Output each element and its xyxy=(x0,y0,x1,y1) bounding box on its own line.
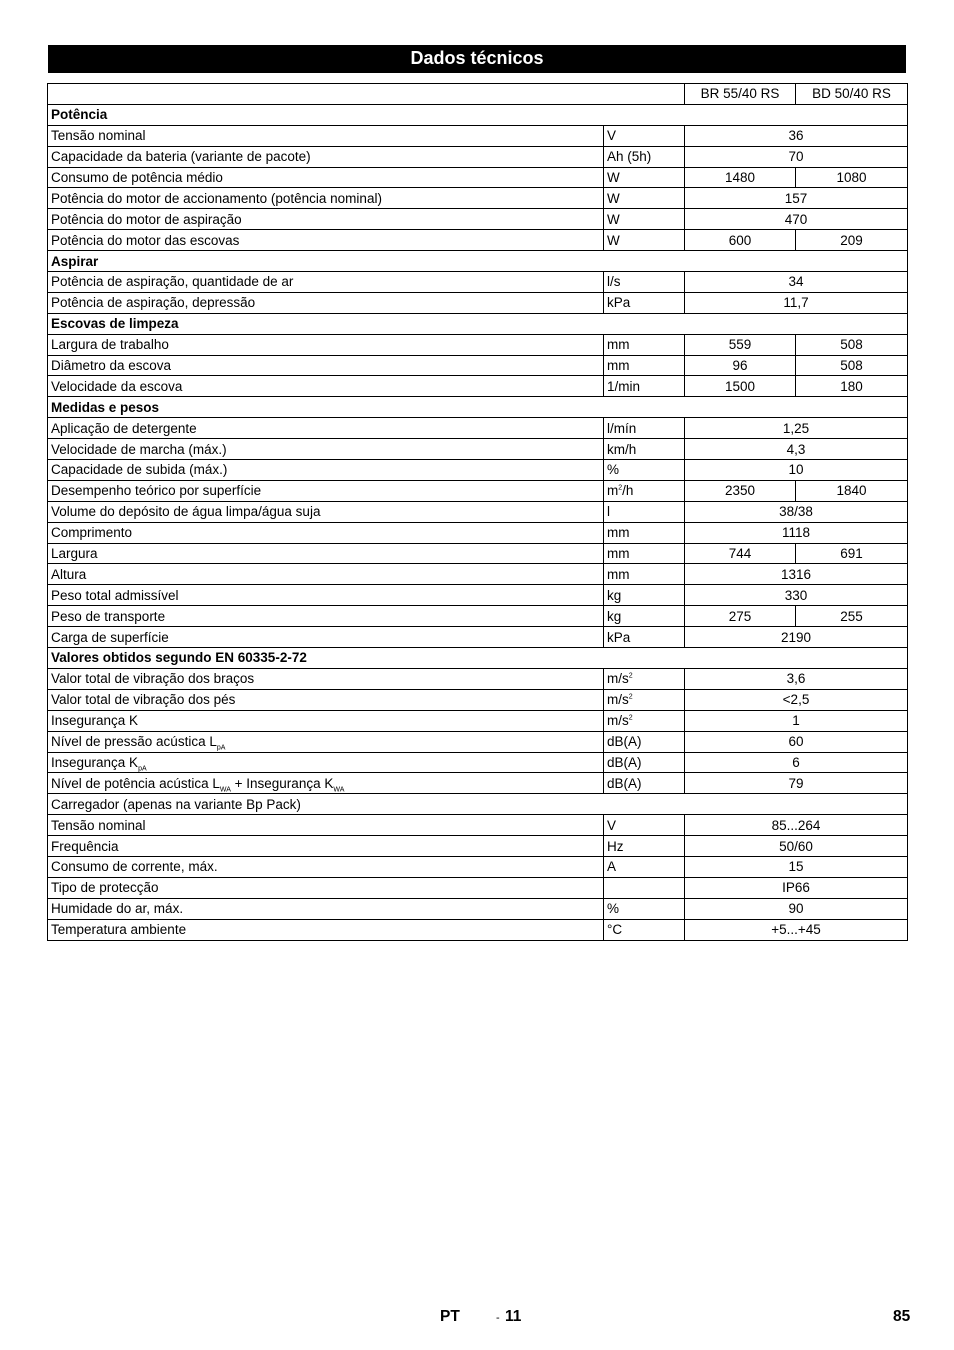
row-label-text: Largura de trabalho xyxy=(51,337,169,353)
table-row xyxy=(48,836,908,857)
unit-text: l/mín xyxy=(607,420,637,436)
table-row xyxy=(48,480,908,501)
row-unit xyxy=(604,480,685,501)
header-blank-cell xyxy=(48,84,685,105)
row-label-text: Largura xyxy=(51,546,98,562)
row-unit xyxy=(604,585,685,606)
section-row xyxy=(48,104,908,125)
unit-text: kg xyxy=(607,608,622,624)
row-label xyxy=(48,334,604,355)
row-label-text: Velocidade de marcha (máx.) xyxy=(51,441,227,457)
row-label-text: Nível de potência acústica L xyxy=(51,775,220,791)
section-heading: Aspirar xyxy=(48,251,908,272)
value-model-a: 2350 xyxy=(685,480,796,501)
table-row xyxy=(48,564,908,585)
footer-section-page: 11 xyxy=(505,1308,522,1325)
table-row xyxy=(48,815,908,836)
row-unit xyxy=(604,439,685,460)
table-row xyxy=(48,334,908,355)
shared-value: 38/38 xyxy=(685,501,908,522)
row-label-text: Carga de superfície xyxy=(51,629,169,645)
unit-text: Ah (5h) xyxy=(607,149,652,165)
row-label-text: Nível de pressão acústica L xyxy=(51,734,217,750)
page-title: Dados técnicos xyxy=(48,45,906,73)
row-label xyxy=(48,773,604,794)
value-model-b: 180 xyxy=(796,376,908,397)
unit-text: mm xyxy=(607,337,630,353)
section-row xyxy=(48,251,908,272)
row-label xyxy=(48,710,604,731)
shared-value: 85...264 xyxy=(685,815,908,836)
unit-text: kg xyxy=(607,587,622,603)
section-heading: Medidas e pesos xyxy=(48,397,908,418)
row-label xyxy=(48,292,604,313)
table-row xyxy=(48,501,908,522)
row-unit xyxy=(604,815,685,836)
unit-text: % xyxy=(607,462,620,478)
unit-text: dB(A) xyxy=(607,734,642,750)
row-unit xyxy=(604,773,685,794)
shared-value: 90 xyxy=(685,898,908,919)
row-label xyxy=(48,836,604,857)
unit-text: dB(A) xyxy=(607,775,642,791)
shared-value: 330 xyxy=(685,585,908,606)
table-row xyxy=(48,689,908,710)
table-row xyxy=(48,292,908,313)
table-row xyxy=(48,146,908,167)
table-row xyxy=(48,752,908,773)
table-row xyxy=(48,439,908,460)
row-label xyxy=(48,585,604,606)
shared-value: <2,5 xyxy=(685,689,908,710)
value-model-a: 96 xyxy=(685,355,796,376)
row-label xyxy=(48,564,604,585)
row-unit xyxy=(604,355,685,376)
unit-text: m/s xyxy=(607,692,629,708)
row-unit xyxy=(604,543,685,564)
footer-dash: - xyxy=(496,1312,500,1324)
table-row xyxy=(48,919,908,940)
row-unit xyxy=(604,146,685,167)
table-header-row xyxy=(48,84,908,105)
row-label-subscript: pA xyxy=(138,765,147,773)
table-row xyxy=(48,606,908,627)
shared-value: IP66 xyxy=(685,877,908,898)
table-row xyxy=(48,627,908,648)
unit-text: A xyxy=(607,859,617,875)
row-label xyxy=(48,188,604,209)
row-label xyxy=(48,209,604,230)
row-unit xyxy=(604,167,685,188)
row-label xyxy=(48,919,604,940)
footer-page-number: 85 xyxy=(893,1308,911,1325)
row-unit xyxy=(604,188,685,209)
unit-text: V xyxy=(607,817,617,833)
row-label-text: Tensão nominal xyxy=(51,817,146,833)
shared-value: 10 xyxy=(685,460,908,481)
row-label xyxy=(48,877,604,898)
row-unit xyxy=(604,376,685,397)
shared-value: 3,6 xyxy=(685,668,908,689)
row-label-text: Insegurança K xyxy=(51,713,139,729)
row-label xyxy=(48,668,604,689)
row-label-text: Temperatura ambiente xyxy=(51,922,187,938)
row-unit xyxy=(604,731,685,752)
row-label-text: Tipo de protecção xyxy=(51,880,159,896)
shared-value: 4,3 xyxy=(685,439,908,460)
row-unit xyxy=(604,752,685,773)
shared-value: 79 xyxy=(685,773,908,794)
row-label-text: Peso total admissível xyxy=(51,587,179,603)
row-label-text: Diâmetro da escova xyxy=(51,358,172,374)
shared-value: 1,25 xyxy=(685,418,908,439)
unit-text: W xyxy=(607,211,620,227)
row-unit xyxy=(604,209,685,230)
unit-text: l xyxy=(607,504,610,520)
row-label-text: Potência de aspiração, quantidade de ar xyxy=(51,274,294,290)
row-unit xyxy=(604,710,685,731)
value-model-a: 600 xyxy=(685,230,796,251)
value-model-a: 1500 xyxy=(685,376,796,397)
value-model-a: 744 xyxy=(685,543,796,564)
table-row xyxy=(48,209,908,230)
row-unit xyxy=(604,606,685,627)
row-label xyxy=(48,146,604,167)
unit-text-suffix: /h xyxy=(622,483,634,499)
value-model-b: 209 xyxy=(796,230,908,251)
row-label-text: Aplicação de detergente xyxy=(51,420,197,436)
row-label xyxy=(48,272,604,293)
table-row xyxy=(48,125,908,146)
row-label-text: Tensão nominal xyxy=(51,128,146,144)
row-label-text: Velocidade da escova xyxy=(51,378,183,394)
table-row xyxy=(48,355,908,376)
row-unit xyxy=(604,460,685,481)
table-row xyxy=(48,856,908,877)
section-row xyxy=(48,313,908,334)
unit-superscript: 2 xyxy=(618,484,623,492)
section-row xyxy=(48,397,908,418)
section-heading: Escovas de limpeza xyxy=(48,313,908,334)
table-row xyxy=(48,773,908,794)
table-row xyxy=(48,543,908,564)
row-label-text: Frequência xyxy=(51,838,119,854)
row-unit xyxy=(604,272,685,293)
row-label xyxy=(48,543,604,564)
value-model-a: 1480 xyxy=(685,167,796,188)
row-label xyxy=(48,689,604,710)
shared-value: 36 xyxy=(685,125,908,146)
row-label-text: Insegurança K xyxy=(51,754,139,770)
unit-text: mm xyxy=(607,358,630,374)
row-label-subscript: pA xyxy=(216,744,226,752)
table-row xyxy=(48,376,908,397)
table-row xyxy=(48,460,908,481)
table-row xyxy=(48,898,908,919)
row-unit xyxy=(604,292,685,313)
section-heading: Valores obtidos segundo EN 60335-2-72 xyxy=(48,648,908,669)
unit-superscript: 2 xyxy=(628,714,633,722)
row-label xyxy=(48,480,604,501)
row-unit xyxy=(604,689,685,710)
row-label-text: Potência do motor de aspiração xyxy=(51,211,242,227)
unit-superscript: 2 xyxy=(628,672,633,680)
row-unit xyxy=(604,877,685,898)
row-unit xyxy=(604,564,685,585)
row-label xyxy=(48,230,604,251)
shared-value: 70 xyxy=(685,146,908,167)
row-label xyxy=(48,418,604,439)
row-label xyxy=(48,501,604,522)
row-label-text: Peso de transporte xyxy=(51,608,166,624)
shared-value: 1118 xyxy=(685,522,908,543)
unit-text: W xyxy=(607,232,620,248)
unit-superscript: 2 xyxy=(628,693,633,701)
row-label xyxy=(48,815,604,836)
shared-value: 50/60 xyxy=(685,836,908,857)
row-unit xyxy=(604,501,685,522)
row-label-text: Potência do motor das escovas xyxy=(51,232,240,248)
row-label xyxy=(48,439,604,460)
group-heading: Carregador (apenas na variante Bp Pack) xyxy=(48,794,908,815)
unit-text: m xyxy=(607,483,619,499)
unit-text: km/h xyxy=(607,441,637,457)
unit-text: m/s xyxy=(607,713,629,729)
value-model-b: 1080 xyxy=(796,167,908,188)
row-label xyxy=(48,731,604,752)
row-label xyxy=(48,856,604,877)
shared-value: 6 xyxy=(685,752,908,773)
value-model-a: 275 xyxy=(685,606,796,627)
section-heading: Potência xyxy=(48,104,908,125)
unit-text: mm xyxy=(607,525,630,541)
row-unit xyxy=(604,125,685,146)
row-unit xyxy=(604,898,685,919)
unit-text: l/s xyxy=(607,274,621,290)
row-unit xyxy=(604,919,685,940)
row-unit xyxy=(604,668,685,689)
row-label-text: Consumo de potência médio xyxy=(51,170,223,185)
unit-text: W xyxy=(607,190,620,206)
row-unit xyxy=(604,334,685,355)
footer-language: PT xyxy=(440,1308,460,1325)
row-unit xyxy=(604,627,685,648)
row-label xyxy=(48,167,604,188)
shared-value: 157 xyxy=(685,188,908,209)
row-label xyxy=(48,627,604,648)
row-label-text: Capacidade de subida (máx.) xyxy=(51,462,228,478)
shared-value: 2190 xyxy=(685,627,908,648)
row-unit xyxy=(604,522,685,543)
table-row xyxy=(48,877,908,898)
value-model-b: 508 xyxy=(796,334,908,355)
row-label xyxy=(48,522,604,543)
row-label xyxy=(48,898,604,919)
row-label-text: Desempenho teórico por superfície xyxy=(51,483,262,499)
unit-text: mm xyxy=(607,546,630,562)
table-row xyxy=(48,731,908,752)
value-model-b: 508 xyxy=(796,355,908,376)
section-row xyxy=(48,648,908,669)
column-header-model-a: BR 55/40 RS xyxy=(685,84,796,105)
shared-value: 1316 xyxy=(685,564,908,585)
row-label-subscript: WA xyxy=(219,786,231,794)
unit-text: % xyxy=(607,901,620,917)
row-label-text: Volume do depósito de água limpa/água suja xyxy=(51,504,321,520)
row-unit xyxy=(604,856,685,877)
value-model-b: 255 xyxy=(796,606,908,627)
table-row xyxy=(48,794,908,815)
unit-text: mm xyxy=(607,566,630,582)
value-model-a: 559 xyxy=(685,334,796,355)
row-label-text: Comprimento xyxy=(51,525,133,541)
value-model-b: 691 xyxy=(796,543,908,564)
table-row xyxy=(48,710,908,731)
unit-text: V xyxy=(607,128,617,144)
shared-value: 11,7 xyxy=(685,292,908,313)
row-unit xyxy=(604,418,685,439)
unit-text: dB(A) xyxy=(607,754,642,770)
row-label-text: Humidade do ar, máx. xyxy=(51,901,184,917)
column-header-model-b: BD 50/40 RS xyxy=(796,84,908,105)
table-row xyxy=(48,230,908,251)
unit-text: kPa xyxy=(607,295,631,311)
value-model-b: 1840 xyxy=(796,480,908,501)
unit-text: W xyxy=(607,170,620,185)
row-label xyxy=(48,376,604,397)
row-label xyxy=(48,752,604,773)
unit-text: 1/min xyxy=(607,378,641,394)
row-label xyxy=(48,355,604,376)
table-row xyxy=(48,522,908,543)
table-row xyxy=(48,418,908,439)
shared-value: 1 xyxy=(685,710,908,731)
row-label xyxy=(48,125,604,146)
row-label-text: Altura xyxy=(51,566,87,582)
row-label-text-mid: + Insegurança K xyxy=(230,775,334,791)
table-row xyxy=(48,167,908,188)
row-unit xyxy=(604,836,685,857)
row-label-text: Consumo de corrente, máx. xyxy=(51,859,218,875)
table-row xyxy=(48,585,908,606)
row-label-text: Capacidade da bateria (variante de pacote) xyxy=(51,149,311,165)
technical-data-table xyxy=(47,83,908,941)
table-row xyxy=(48,188,908,209)
table-row xyxy=(48,272,908,293)
shared-value: +5...+45 xyxy=(685,919,908,940)
unit-text: m/s xyxy=(607,671,629,687)
table-row xyxy=(48,668,908,689)
unit-text: Hz xyxy=(607,838,624,854)
row-unit xyxy=(604,230,685,251)
row-label-subscript: WA xyxy=(333,786,345,794)
shared-value: 15 xyxy=(685,856,908,877)
unit-text: °C xyxy=(607,922,623,938)
row-label-text: Potência do motor de accionamento (potência nominal) xyxy=(51,190,382,206)
row-label-text: Valor total de vibração dos braços xyxy=(51,671,255,687)
row-label xyxy=(48,460,604,481)
row-label-text: Potência de aspiração, depressão xyxy=(51,295,256,311)
shared-value: 470 xyxy=(685,209,908,230)
unit-text: kPa xyxy=(607,629,631,645)
shared-value: 34 xyxy=(685,272,908,293)
row-label xyxy=(48,606,604,627)
shared-value: 60 xyxy=(685,731,908,752)
row-label-text: Valor total de vibração dos pés xyxy=(51,692,236,708)
